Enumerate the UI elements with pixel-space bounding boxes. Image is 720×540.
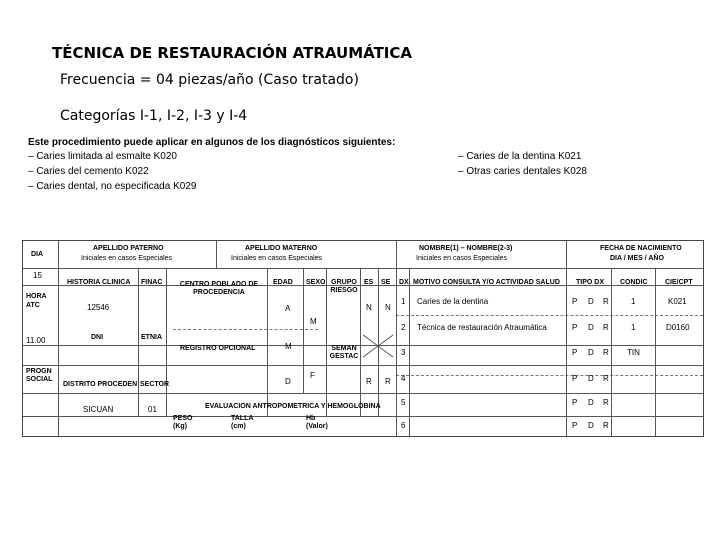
tipo-d: D — [588, 297, 594, 306]
diagnosis-item: – Caries dental, no especificada K029 — [28, 181, 197, 192]
tipo-r: R — [603, 374, 609, 383]
header-grupo: GRUPO RIESGO — [330, 279, 358, 294]
diagnosis-item: – Otras caries dentales K028 — [458, 166, 587, 177]
condic-value: 1 — [631, 297, 636, 306]
tipo-d: D — [588, 398, 594, 407]
header-etnia: ETNIA — [141, 334, 162, 341]
tipo-p: P — [572, 421, 578, 430]
tipo-p: P — [572, 398, 578, 407]
es-option: R — [366, 377, 372, 386]
header-apellido-materno-sub: Iniciales en casos Especiales — [231, 255, 323, 262]
dx-number: 6 — [401, 421, 406, 430]
tipo-d: D — [588, 348, 594, 357]
header-evaluacion: EVALUACION ANTROPOMETRICA Y HEMOGLOBINA — [205, 403, 381, 410]
dia-value: 15 — [33, 271, 42, 280]
categories-text: Categorías I-1, I-2, I-3 y I-4 — [60, 108, 248, 124]
header-nombre: NOMBRE(1) – NOMBRE(2-3) — [419, 245, 513, 252]
header-es: ES — [364, 279, 374, 286]
cross-mark-icon — [361, 333, 395, 359]
tipo-d: D — [588, 374, 594, 383]
motivo-value: Caries de la dentina — [417, 297, 489, 306]
edad-option: D — [285, 377, 291, 386]
tipo-d: D — [588, 421, 594, 430]
historia-value: 12546 — [87, 303, 110, 312]
tipo-r: R — [603, 421, 609, 430]
motivo-value: Técnica de restauración Atraumática — [417, 323, 547, 332]
header-apellido-materno: APELLIDO MATERNO — [245, 245, 318, 252]
tipo-p: P — [572, 323, 578, 332]
header-finac: FINAC — [141, 279, 163, 286]
tipo-p: P — [572, 374, 578, 383]
header-apellido-paterno-sub: Iniciales en casos Especiales — [81, 255, 173, 262]
header-tipo-dx: TIPO DX — [576, 279, 605, 286]
page-title: TÉCNICA DE RESTAURACIÓN ATRAUMÁTICA — [52, 44, 413, 62]
header-distrito: DISTRITO PROCEDEN — [63, 381, 138, 388]
header-fecha: FECHA DE NACIMIENTO — [600, 245, 682, 252]
tipo-d: D — [588, 323, 594, 332]
header-atc: ATC — [26, 302, 40, 309]
diagnosis-item: – Caries del cemento K022 — [28, 166, 149, 177]
diagnosis-item: – Caries de la dentina K021 — [458, 151, 582, 162]
header-se: SE — [381, 279, 391, 286]
frequency-text: Frecuencia = 04 piezas/año (Caso tratado) — [60, 72, 359, 88]
dx-number: 5 — [401, 398, 406, 407]
header-nombre-sub: Iniciales en casos Especiales — [416, 255, 508, 262]
header-fecha-sub: DIA / MES / AÑO — [610, 255, 664, 262]
header-dni: DNI — [91, 334, 104, 341]
tipo-p: P — [572, 348, 578, 357]
header-cie: CIE/CPT — [665, 279, 693, 286]
sector-value: 01 — [148, 405, 157, 414]
header-seman-gestac: SEMAN GESTAC — [329, 345, 359, 360]
header-edad: EDAD — [273, 279, 293, 286]
header-talla: TALLA (cm) — [231, 415, 254, 430]
sexo-option: M — [310, 317, 317, 326]
header-sexo: SEXO — [306, 279, 326, 286]
dx-number: 2 — [401, 323, 406, 332]
intro-text: Este procedimiento puede aplicar en algunos de los diagnósticos siguientes: — [28, 137, 396, 148]
se-option: R — [385, 377, 391, 386]
header-registro: REGISTRO OPCIONAL — [180, 345, 256, 352]
dx-number: 4 — [401, 374, 406, 383]
header-dx: DX — [399, 279, 409, 286]
tipo-r: R — [603, 398, 609, 407]
distrito-value: SICUAN — [83, 405, 114, 414]
diagnosis-item: – Caries limitada al esmalte K020 — [28, 151, 177, 162]
condic-value: 1 — [631, 323, 636, 332]
header-hora: HORA — [26, 293, 47, 300]
cie-value: K021 — [668, 297, 687, 306]
header-sector: SECTOR — [140, 381, 170, 388]
header-hb: Hb (Valor) — [306, 415, 328, 430]
tipo-p: P — [572, 297, 578, 306]
header-apellido-paterno: APELLIDO PATERNO — [93, 245, 164, 252]
tipo-r: R — [603, 297, 609, 306]
header-progn: PROGN SOCIAL — [26, 368, 53, 383]
edad-option: A — [285, 304, 291, 313]
condic-value: TIN — [627, 348, 640, 357]
his-registration-form — [22, 240, 704, 437]
dx-number: 1 — [401, 297, 406, 306]
header-centro: CENTRO POBLADO DE PROCEDENCIA — [179, 281, 259, 296]
hora-value: 11.00 — [26, 336, 46, 345]
header-peso: PESO (Kg) — [173, 415, 193, 430]
se-option: N — [385, 303, 391, 312]
cie-value: D0160 — [666, 323, 690, 332]
es-option: N — [366, 303, 372, 312]
sexo-option: F — [310, 371, 315, 380]
header-historia: HISTORIA CLINICA — [67, 279, 131, 286]
dx-number: 3 — [401, 348, 406, 357]
edad-option: M — [285, 342, 292, 351]
tipo-r: R — [603, 348, 609, 357]
header-dia: DIA — [31, 251, 44, 258]
header-condic: CONDIC — [620, 279, 648, 286]
tipo-r: R — [603, 323, 609, 332]
header-motivo: MOTIVO CONSULTA Y/O ACTIVIDAD SALUD — [413, 279, 560, 286]
